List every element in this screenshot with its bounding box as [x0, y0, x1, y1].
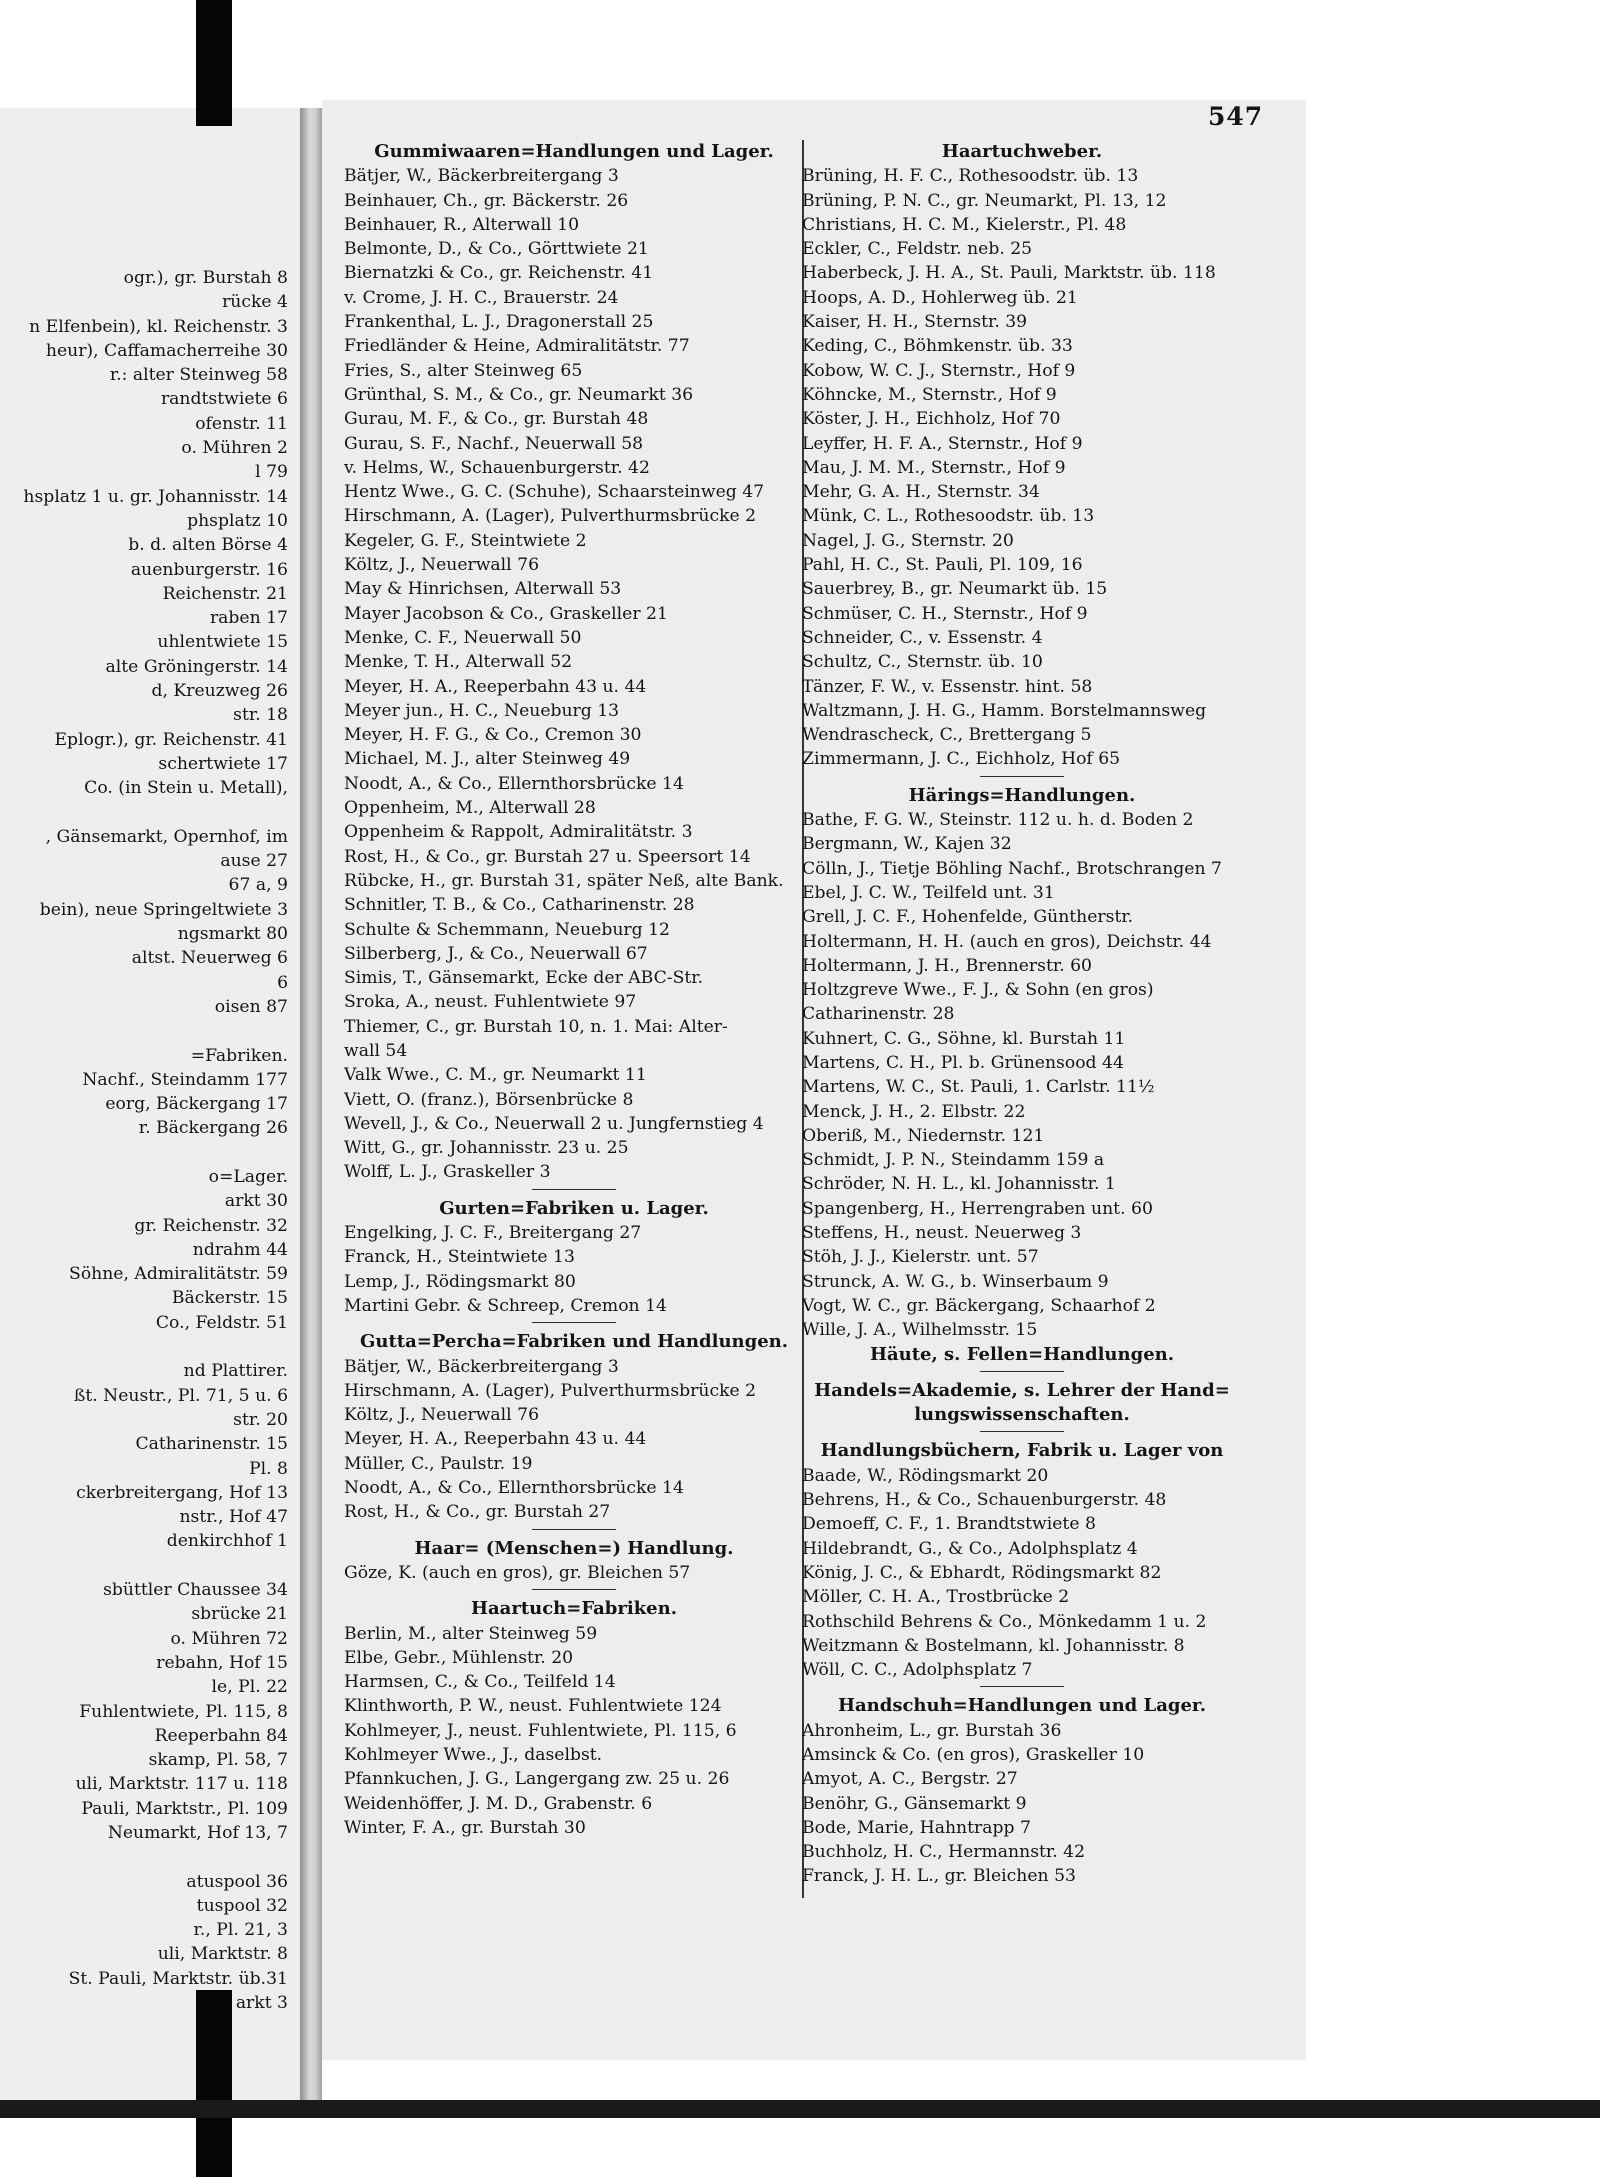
section-heading: Häute, s. Fellen=Handlungen. — [869, 1343, 1174, 1365]
left-page-line: Pauli, Marktstr., Pl. 109 — [81, 1798, 288, 1819]
directory-entry: Haberbeck, J. H. A., St. Pauli, Marktstr. üb. 118 — [802, 263, 1216, 284]
directory-entry: Schnitler, T. B., & Co., Catharinenstr. 28 — [344, 895, 695, 916]
directory-entry: Bätjer, W., Bäckerbreitergang 3 — [344, 166, 619, 187]
directory-entry: Gurau, M. F., & Co., gr. Burstah 48 — [344, 409, 649, 430]
section-heading: Gutta=Percha=Fabriken und Handlungen. — [359, 1331, 789, 1353]
directory-entry: Belmonte, D., & Co., Görttwiete 21 — [344, 239, 649, 260]
directory-entry: Schneider, C., v. Essenstr. 4 — [802, 627, 1043, 648]
left-page-line: uli, Marktstr. 8 — [157, 1944, 288, 1965]
directory-entry: Schröder, N. H. L., kl. Johannisstr. 1 — [802, 1174, 1116, 1195]
directory-entry: Kohlmeyer Wwe., J., daselbst. — [344, 1745, 603, 1765]
directory-entry: Noodt, A., & Co., Ellernthorsbrücke 14 — [344, 1478, 684, 1499]
left-page-line: Eplogr.), gr. Reichenstr. 41 — [54, 729, 288, 750]
directory-entry: Eckler, C., Feldstr. neb. 25 — [802, 239, 1033, 260]
left-page-line: ckerbreitergang, Hof 13 — [76, 1482, 288, 1503]
directory-entry: Engelking, J. C. F., Breitergang 27 — [344, 1223, 642, 1244]
left-page-line: randtstwiete 6 — [160, 389, 288, 410]
left-page-line: altst. Neuerweg 6 — [131, 948, 288, 969]
left-page-line: schertwiete 17 — [158, 753, 288, 774]
directory-entry: Harmsen, C., & Co., Teilfeld 14 — [344, 1672, 616, 1693]
directory-entry: Grünthal, S. M., & Co., gr. Neumarkt 36 — [344, 384, 694, 405]
section-separator — [532, 1529, 616, 1530]
directory-entry: Mau, J. M. M., Sternstr., Hof 9 — [802, 457, 1066, 478]
left-page-line: =Fabriken. — [190, 1045, 288, 1066]
directory-entry: v. Crome, J. H. C., Brauerstr. 24 — [344, 287, 619, 308]
directory-entry: Wevell, J., & Co., Neuerwall 2 u. Jungfernstieg 4 — [344, 1113, 764, 1134]
left-page-line: skamp, Pl. 58, 7 — [148, 1750, 288, 1771]
directory-entry: Rost, H., & Co., gr. Burstah 27 — [344, 1502, 611, 1523]
left-page-line: rebahn, Hof 15 — [156, 1652, 288, 1673]
left-page-line: Pl. 8 — [249, 1458, 288, 1479]
directory-entry: Schmüser, C. H., Sternstr., Hof 9 — [802, 603, 1088, 624]
scan-clamp-bottom — [196, 1990, 232, 2177]
directory-entry: Martini Gebr. & Schreep, Cremon 14 — [344, 1295, 667, 1316]
directory-entry: Beinhauer, Ch., gr. Bäckerstr. 26 — [344, 190, 629, 211]
left-page-line: uhlentwiete 15 — [157, 632, 288, 653]
directory-entry: Sauerbrey, B., gr. Neumarkt üb. 15 — [802, 579, 1108, 600]
left-page-line: heur), Caffamacherreihe 30 — [45, 340, 288, 361]
directory-entry: Thiemer, C., gr. Burstah 10, n. 1. Mai: Alter- — [344, 1016, 728, 1037]
left-page-line: tuspool 32 — [196, 1895, 288, 1916]
left-page-line: sbrücke 21 — [191, 1604, 288, 1625]
left-page-line: raben 17 — [209, 608, 288, 629]
directory-entry: Amyot, A. C., Bergstr. 27 — [802, 1769, 1018, 1790]
left-page-line: denkirchhof 1 — [166, 1531, 288, 1552]
directory-entry: Möller, C. H. A., Trostbrücke 2 — [802, 1587, 1070, 1608]
section-heading: Handschuh=Handlungen und Lager. — [837, 1695, 1206, 1717]
directory-entry: Schmidt, J. P. N., Steindamm 159 a — [802, 1150, 1105, 1171]
directory-entry: Simis, T., Gänsemarkt, Ecke der ABC-Str. — [344, 968, 704, 989]
left-page-line: Neumarkt, Hof 13, 7 — [107, 1823, 288, 1843]
left-page-line: ndrahm 44 — [192, 1239, 288, 1260]
left-page-line: Bäckerstr. 15 — [171, 1288, 288, 1309]
left-page-line: gr. Reichenstr. 32 — [134, 1215, 288, 1236]
section-heading: lungswissenschaften. — [914, 1404, 1130, 1426]
directory-entry: Oberiß, M., Niedernstr. 121 — [802, 1125, 1045, 1146]
directory-entry: Kaiser, H. H., Sternstr. 39 — [802, 312, 1028, 333]
left-page-line: n Elfenbein), kl. Reichenstr. 3 — [29, 316, 288, 337]
left-page-line: r. Bäckergang 26 — [138, 1118, 288, 1139]
directory-entry: Amsinck & Co. (en gros), Graskeller 10 — [802, 1745, 1145, 1765]
left-page-line — [0, 1335, 300, 1359]
directory-entry: Menke, T. H., Alterwall 52 — [344, 652, 573, 673]
section-separator — [532, 1189, 616, 1190]
directory-column-1 — [344, 140, 804, 1840]
directory-entry: Franck, H., Steintwiete 13 — [344, 1247, 575, 1268]
left-page-line: o. Mühren 72 — [170, 1628, 288, 1649]
directory-entry: Wendrascheck, C., Brettergang 5 — [802, 725, 1092, 746]
left-page-line: arkt 30 — [224, 1191, 288, 1212]
directory-entry: Müller, C., Paulstr. 19 — [344, 1453, 533, 1474]
section-heading: Haartuch=Fabriken. — [471, 1598, 677, 1620]
section-heading: Haar= (Menschen=) Handlung. — [414, 1537, 734, 1559]
directory-entry: Waltzmann, J. H. G., Hamm. Borstelmannsweg — [802, 700, 1207, 721]
directory-entry: Weidenhöffer, J. M. D., Grabenstr. 6 — [344, 1793, 653, 1814]
directory-entry: Köhncke, M., Sternstr., Hof 9 — [802, 384, 1057, 405]
directory-entry: Menck, J. H., 2. Elbstr. 22 — [802, 1101, 1026, 1122]
directory-entry: Költz, J., Neuerwall 76 — [344, 1405, 540, 1426]
directory-entry: Elbe, Gebr., Mühlenstr. 20 — [344, 1647, 574, 1668]
section-separator — [532, 1589, 616, 1590]
left-page-line: b. d. alten Börse 4 — [128, 535, 288, 556]
left-page-line: Fuhlentwiete, Pl. 115, 8 — [79, 1701, 288, 1722]
directory-entry: May & Hinrichsen, Alterwall 53 — [344, 579, 622, 600]
directory-entry: Rothschild Behrens & Co., Mönkedamm 1 u. 2 — [802, 1611, 1207, 1632]
directory-entry: v. Helms, W., Schauenburgerstr. 42 — [344, 457, 650, 478]
directory-entry: Nagel, J. G., Sternstr. 20 — [802, 530, 1014, 551]
left-page-line: Söhne, Admiralitätstr. 59 — [69, 1264, 288, 1285]
directory-entry: Holtermann, J. H., Brennerstr. 60 — [802, 955, 1092, 976]
directory-entry: Meyer, H. A., Reeperbahn 43 u. 44 — [344, 1429, 647, 1450]
left-page-line: Co., Feldstr. 51 — [155, 1312, 288, 1333]
directory-entry: Meyer jun., H. C., Neueburg 13 — [344, 700, 620, 721]
section-separator — [980, 1371, 1064, 1372]
left-page-line: uli, Marktstr. 117 u. 118 — [75, 1774, 288, 1795]
left-page-line: atuspool 36 — [186, 1871, 288, 1892]
left-page-line: arkt 3 — [235, 1993, 288, 2014]
directory-entry: Stöh, J. J., Kielerstr. unt. 57 — [802, 1247, 1039, 1268]
left-page-line: auenburgerstr. 16 — [130, 559, 288, 580]
directory-entry: Wöll, C. C., Adolphsplatz 7 — [802, 1660, 1033, 1681]
directory-entry: Hoops, A. D., Hohlerweg üb. 21 — [802, 287, 1078, 308]
directory-entry: Lemp, J., Rödingsmarkt 80 — [344, 1271, 576, 1292]
left-page-line: St. Pauli, Marktstr. üb.31 — [68, 1968, 288, 1989]
directory-entry: Martens, C. H., Pl. b. Grünensood 44 — [802, 1052, 1124, 1073]
directory-entry: Wille, J. A., Wilhelmsstr. 15 — [802, 1320, 1038, 1341]
section-heading: Handlungsbüchern, Fabrik u. Lager von — [820, 1440, 1224, 1462]
left-page-line: hsplatz 1 u. gr. Johannisstr. 14 — [23, 486, 288, 507]
directory-entry: Ebel, J. C. W., Teilfeld unt. 31 — [802, 882, 1055, 903]
directory-entry: Fries, S., alter Steinweg 65 — [344, 360, 583, 381]
left-page-text-column — [0, 266, 300, 2015]
directory-entry: Holtermann, H. H. (auch en gros), Deichstr. 44 — [802, 931, 1212, 952]
left-page-line — [0, 1845, 300, 1869]
left-page-line: nstr., Hof 47 — [179, 1507, 288, 1528]
left-page-line: ofenstr. 11 — [195, 413, 288, 434]
left-page-line — [0, 801, 300, 825]
section-separator — [980, 1431, 1064, 1432]
directory-entry: Zimmermann, J. C., Eichholz, Hof 65 — [802, 749, 1121, 770]
left-page-line: ogr.), gr. Burstah 8 — [123, 268, 288, 288]
directory-entry: Klinthworth, P. W., neust. Fuhlentwiete 124 — [344, 1696, 722, 1717]
directory-entry: Keding, C., Böhmkenstr. üb. 33 — [802, 336, 1073, 357]
directory-entry: Grell, J. C. F., Hohenfelde, Güntherstr. — [802, 907, 1134, 928]
left-page-line: Reichenstr. 21 — [162, 583, 288, 604]
left-page-line: ßt. Neustr., Pl. 71, 5 u. 6 — [73, 1385, 288, 1406]
page-number: 547 — [1208, 102, 1264, 131]
left-page-line: rücke 4 — [222, 292, 288, 313]
directory-entry: Bode, Marie, Hahntrapp 7 — [802, 1817, 1031, 1838]
directory-entry: Benöhr, G., Gänsemarkt 9 — [802, 1793, 1027, 1814]
directory-entry: Münk, C. L., Rothesoodstr. üb. 13 — [802, 506, 1095, 527]
directory-entry: Demoeff, C. F., 1. Brandtstwiete 8 — [802, 1514, 1096, 1535]
left-page-line: str. 20 — [233, 1409, 288, 1430]
directory-entry: Tänzer, F. W., v. Essenstr. hint. 58 — [802, 676, 1093, 697]
directory-entry: Frankenthal, L. J., Dragonerstall 25 — [344, 312, 654, 333]
directory-entry: Köster, J. H., Eichholz, Hof 70 — [802, 409, 1061, 430]
directory-entry: Hildebrandt, G., & Co., Adolphsplatz 4 — [802, 1538, 1138, 1559]
left-page-line: sbüttler Chaussee 34 — [103, 1580, 288, 1601]
directory-entry: Viett, O. (franz.), Börsenbrücke 8 — [344, 1089, 634, 1110]
section-heading: Handels=Akademie, s. Lehrer der Hand= — [814, 1379, 1230, 1401]
directory-entry: Mayer Jacobson & Co., Graskeller 21 — [344, 603, 668, 624]
directory-entry: Holtzgreve Wwe., F. J., & Sohn (en gros) — [802, 980, 1154, 1001]
directory-entry: König, J. C., & Ebhardt, Rödingsmarkt 82 — [802, 1562, 1162, 1583]
directory-entry: Pfannkuchen, J. G., Langergang zw. 25 u. 26 — [344, 1769, 730, 1790]
directory-entry: Biernatzki & Co., gr. Reichenstr. 41 — [344, 263, 654, 284]
directory-entry: Oppenheim & Rappolt, Admiralitätstr. 3 — [344, 822, 693, 843]
directory-entry: Cölln, J., Tietje Böhling Nachf., Brotschrangen 7 — [802, 858, 1222, 879]
left-page-line: ngsmarkt 80 — [177, 924, 288, 945]
left-page-line: Reeperbahn 84 — [154, 1725, 288, 1746]
directory-entry: Buchholz, H. C., Hermannstr. 42 — [802, 1842, 1086, 1863]
directory-entry: Rost, H., & Co., gr. Burstah 27 u. Speersort 14 — [344, 846, 751, 867]
section-separator — [980, 1686, 1064, 1687]
left-page-line: le, Pl. 22 — [211, 1677, 288, 1698]
left-page-line: bein), neue Springeltwiete 3 — [39, 899, 288, 920]
section-heading: Haartuchweber. — [941, 141, 1103, 162]
left-page-line: alte Gröningerstr. 14 — [105, 656, 288, 677]
directory-entry: Ahronheim, L., gr. Burstah 36 — [802, 1720, 1062, 1741]
directory-entry: Berlin, M., alter Steinweg 59 — [344, 1623, 598, 1644]
section-heading: Härings=Handlungen. — [908, 784, 1136, 806]
directory-entry: Kobow, W. C. J., Sternstr., Hof 9 — [802, 360, 1076, 381]
directory-entry: Schultz, C., Sternstr. üb. 10 — [802, 652, 1043, 673]
left-page-line — [0, 1019, 300, 1043]
left-page-line: str. 18 — [233, 705, 288, 726]
directory-entry: Hentz Wwe., G. C. (Schuhe), Schaarsteinweg 47 — [344, 482, 765, 503]
left-page-line — [0, 1554, 300, 1578]
directory-entry: Michael, M. J., alter Steinweg 49 — [344, 749, 631, 770]
left-page-line: eorg, Bäckergang 17 — [105, 1094, 288, 1115]
directory-entry: Winter, F. A., gr. Burstah 30 — [344, 1817, 586, 1838]
directory-entry: Mehr, G. A. H., Sternstr. 34 — [802, 482, 1040, 503]
directory-entry: Vogt, W. C., gr. Bäckergang, Schaarhof 2 — [802, 1295, 1156, 1316]
left-page-line: 67 a, 9 — [228, 875, 288, 896]
directory-entry: Göze, K. (auch en gros), gr. Bleichen 57 — [344, 1562, 691, 1583]
directory-entry: Kuhnert, C. G., Söhne, kl. Burstah 11 — [802, 1028, 1126, 1049]
left-page-line: d, Kreuzweg 26 — [151, 681, 288, 702]
left-page-line: 6 — [277, 972, 288, 993]
left-page-line: oisen 87 — [214, 996, 288, 1017]
directory-entry: Kohlmeyer, J., neust. Fuhlentwiete, Pl. 115, 6 — [344, 1720, 737, 1741]
left-page-line: l 79 — [255, 462, 288, 483]
directory-entry: wall 54 — [344, 1040, 408, 1061]
left-page-line: phsplatz 10 — [187, 510, 288, 531]
left-page-line: Co. (in Stein u. Metall), — [84, 778, 288, 799]
left-page — [0, 108, 300, 2113]
directory-entry: Weitzmann & Bostelmann, kl. Johannisstr. 8 — [802, 1635, 1185, 1656]
section-separator — [980, 776, 1064, 777]
directory-entry: Christians, H. C. M., Kielerstr., Pl. 48 — [802, 214, 1127, 235]
directory-entry: Valk Wwe., C. M., gr. Neumarkt 11 — [344, 1065, 647, 1086]
directory-entry: Noodt, A., & Co., Ellernthorsbrücke 14 — [344, 773, 684, 794]
directory-entry: Franck, J. H. L., gr. Bleichen 53 — [802, 1866, 1076, 1887]
directory-column-2 — [802, 140, 1242, 1889]
left-page-line: r., Pl. 21, 3 — [193, 1920, 288, 1941]
left-page-line: nd Plattirer. — [183, 1361, 288, 1382]
left-page-line: o=Lager. — [208, 1166, 288, 1187]
scan-clamp-top — [196, 0, 232, 126]
directory-entry: Rübcke, H., gr. Burstah 31, später Neß, alte Bank. — [344, 870, 784, 891]
directory-entry: Menke, C. F., Neuerwall 50 — [344, 627, 582, 648]
directory-entry: Bathe, F. G. W., Steinstr. 112 u. h. d. Boden 2 — [802, 810, 1194, 831]
directory-entry: Gurau, S. F., Nachf., Neuerwall 58 — [344, 433, 644, 454]
directory-entry: Brüning, P. N. C., gr. Neumarkt, Pl. 13, 12 — [802, 190, 1167, 211]
left-page-line: o. Mühren 2 — [181, 438, 288, 459]
directory-entry: Meyer, H. A., Reeperbahn 43 u. 44 — [344, 676, 647, 697]
directory-entry: Wolff, L. J., Graskeller 3 — [344, 1162, 551, 1183]
directory-entry: Pahl, H. C., St. Pauli, Pl. 109, 16 — [802, 555, 1083, 576]
section-heading: Gummiwaaren=Handlungen und Lager. — [374, 141, 774, 162]
left-page-line: Catharinenstr. 15 — [135, 1434, 288, 1455]
left-page-line: r.: alter Steinweg 58 — [109, 365, 288, 386]
directory-entry: Friedländer & Heine, Admiralitätstr. 77 — [344, 336, 690, 357]
scan-bottom-edge — [0, 2100, 1600, 2118]
book-gutter — [300, 108, 322, 2113]
left-page-line: Nachf., Steindamm 177 — [82, 1069, 288, 1090]
directory-entry: Baade, W., Rödingsmarkt 20 — [802, 1465, 1049, 1486]
section-separator — [532, 1322, 616, 1323]
directory-entry: Leyffer, H. F. A., Sternstr., Hof 9 — [802, 433, 1083, 454]
directory-entry: Strunck, A. W. G., b. Winserbaum 9 — [802, 1271, 1109, 1292]
directory-entry: Oppenheim, M., Alterwall 28 — [344, 798, 596, 819]
directory-entry: Catharinenstr. 28 — [802, 1004, 955, 1025]
directory-entry: Beinhauer, R., Alterwall 10 — [344, 214, 580, 235]
directory-entry: Hirschmann, A. (Lager), Pulverthurmsbrücke 2 — [344, 1380, 757, 1401]
directory-entry: Steffens, H., neust. Neuerweg 3 — [802, 1223, 1082, 1244]
directory-entry: Bergmann, W., Kajen 32 — [802, 834, 1012, 855]
directory-entry: Meyer, H. F. G., & Co., Cremon 30 — [344, 725, 642, 746]
directory-entry: Hirschmann, A. (Lager), Pulverthurmsbrücke 2 — [344, 506, 757, 527]
directory-entry: Kegeler, G. F., Steintwiete 2 — [344, 530, 587, 551]
left-page-line: , Gänsemarkt, Opernhof, im — [45, 826, 288, 847]
left-page-line: ause 27 — [220, 851, 288, 872]
directory-entry: Silberberg, J., & Co., Neuerwall 67 — [344, 943, 648, 964]
left-page-line — [0, 1141, 300, 1165]
directory-entry: Schulte & Schemmann, Neueburg 12 — [344, 919, 670, 940]
directory-entry: Behrens, H., & Co., Schauenburgerstr. 48 — [802, 1490, 1167, 1511]
directory-entry: Költz, J., Neuerwall 76 — [344, 555, 540, 576]
directory-entry: Sroka, A., neust. Fuhlentwiete 97 — [344, 992, 637, 1013]
directory-entry: Martens, W. C., St. Pauli, 1. Carlstr. 11½ — [802, 1077, 1155, 1098]
directory-entry: Witt, G., gr. Johannisstr. 23 u. 25 — [344, 1138, 629, 1159]
directory-entry: Spangenberg, H., Herrengraben unt. 60 — [802, 1198, 1153, 1219]
directory-entry: Bätjer, W., Bäckerbreitergang 3 — [344, 1356, 619, 1377]
section-heading: Gurten=Fabriken u. Lager. — [439, 1197, 709, 1219]
directory-entry: Brüning, H. F. C., Rothesoodstr. üb. 13 — [802, 166, 1139, 187]
